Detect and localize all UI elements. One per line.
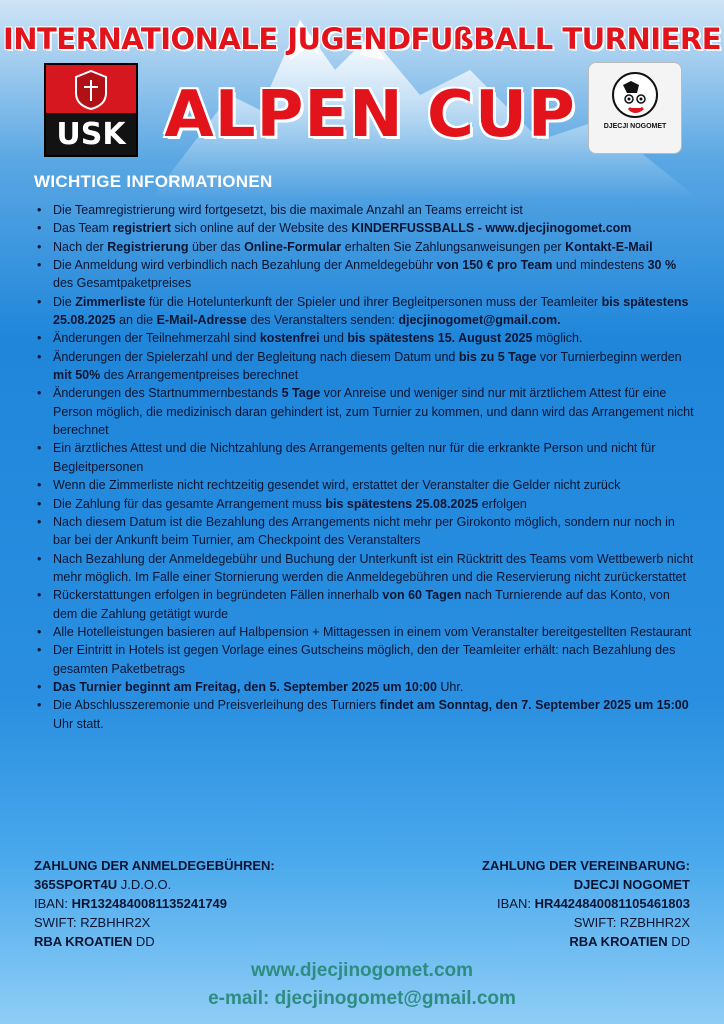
footer-email-link[interactable]: e-mail: djecjinogomet@gmail.com [208,988,516,1009]
djecji-nogomet-logo [588,62,682,154]
payment-left-iban: IBAN: HR1324840081135241749 [34,896,228,911]
info-item: • Änderungen des Startnummernbestands 5 Tage vor Anreise und weniger sind nur mit ärztlichem Attest für eine Person möglich, die medizinisch daran gehindert ist, zum Turnier zu kommen, und dann wird das Arrangement nicht berechnet [34,384,694,439]
info-item: • Alle Hotelleistungen basieren auf Halbpension + Mittagessen in einem vom Veranstalter bereitgestellten Restaurant [34,623,694,641]
info-item: • Die Abschlusszeremonie und Preisverleihung des Turniers findet am Sonntag, den 7. September 2025 um 15:00 Uhr statt. [34,696,694,733]
usk-logo-red-panel [46,65,136,113]
info-item: • Rückerstattungen erfolgen in begründeten Fällen innerhalb von 60 Tagen nach Turnierende auf das Konto, von dem die Zahlung getätigt wurde [34,586,694,623]
info-item: • Das Turnier beginnt am Freitag, den 5. September 2025 um 10:00 Uhr. [34,678,694,696]
info-item: • Das Team registriert sich online auf der Website des KINDERFUSSBALLS - www.djecjinogomet.com [34,219,694,237]
info-item: • Änderungen der Spielerzahl und der Begleitung nach diesem Datum und bis zu 5 Tage vor Turnierbeginn werden mit 50% des Arrangementpreises berechnet [34,348,694,385]
info-item: • Die Anmeldung wird verbindlich nach Bezahlung der Anmeldegebühr von 150 € pro Team und mindestens 30 % des Gesamtpaketpreises [34,256,694,293]
usk-club-logo [44,63,138,157]
payment-left-company: 365SPORT4U J.D.O.O. [34,877,172,892]
section-heading: WICHTIGE INFORMATIONEN [34,172,273,191]
info-item: • Änderungen der Teilnehmerzahl sind kostenfrei und bis spätestens 15. August 2025 möglich. [34,329,694,347]
info-item: • Nach der Registrierung über das Online-Formular erhalten Sie Zahlungsanweisungen per Kontakt-E-Mail [34,238,694,256]
payment-right-iban: IBAN: HR4424840081105461803 [496,896,690,911]
info-item: • Die Teamregistrierung wird fortgesetzt, bis die maximale Anzahl an Teams erreicht ist [34,201,694,219]
info-item: • Nach Bezahlung der Anmeldegebühr und Buchung der Unterkunft ist ein Rücktritt des Teams vom Wettbewerb nicht mehr möglich. Im Falle einer Stornierung werden die Anmeldegebühren und die Reservierung nicht zurückerstattet [34,550,694,587]
event-title: INTERNATIONALE JUGENDFUßBALL TURNIERE [2,22,722,56]
payment-left-bank: RBA KROATIEN DD [34,934,155,949]
payment-right-swift: SWIFT: RZBHHR2X [573,915,690,930]
information-list [34,201,694,733]
footer-website-link[interactable]: www.djecjinogomet.com [250,960,474,981]
info-item: • Wenn die Zimmerliste nicht rechtzeitig gesendet wird, erstattet der Veranstalter die Gelder nicht zurück [34,476,694,494]
cup-title: ALPEN CUP [164,78,576,152]
football-mascot-icon [589,63,681,123]
info-item: • Die Zimmerliste für die Hotelunterkunft der Spieler und ihrer Begleitpersonen muss der Teamleiter bis spätestens 25.08.2025 an die E-Mail-Adresse des Veranstalters senden: djecjinogomet@gmail.com. [34,293,694,330]
info-item: • Die Zahlung für das gesamte Arrangement muss bis spätestens 25.08.2025 erfolgen [34,495,694,513]
payment-arrangement [482,856,690,951]
payment-left-heading: ZAHLUNG DER ANMELDEGEBÜHREN: [34,858,275,873]
info-item: • Nach diesem Datum ist die Bezahlung des Arrangements nicht mehr per Girokonto möglich, sondern nur noch in bar bei der Ankunft beim Turnier, am Checkpoint des Veranstalters [34,513,694,550]
info-item: • Der Eintritt in Hotels ist gegen Vorlage eines Gutscheins möglich, den der Teamleiter erhält: nach Bezahlung des gesamten Paketbetrags [34,641,694,678]
payment-left-swift: SWIFT: RZBHHR2X [34,915,151,930]
info-item: • Ein ärztliches Attest und die Nichtzahlung des Arrangements gelten nur für die erkrankte Person und nicht für Begleitpersonen [34,439,694,476]
nogomet-logo-text: DJECJI NOGOMET [603,123,667,130]
payment-right-bank: RBA KROATIEN DD [569,934,690,949]
payment-right-heading: ZAHLUNG DER VEREINBARUNG: [482,858,690,873]
payment-registration-fees [34,856,275,951]
payment-right-company: DJECJI NOGOMET [573,877,690,892]
usk-crest-icon [46,65,136,113]
usk-logo-text: USK [56,117,126,152]
